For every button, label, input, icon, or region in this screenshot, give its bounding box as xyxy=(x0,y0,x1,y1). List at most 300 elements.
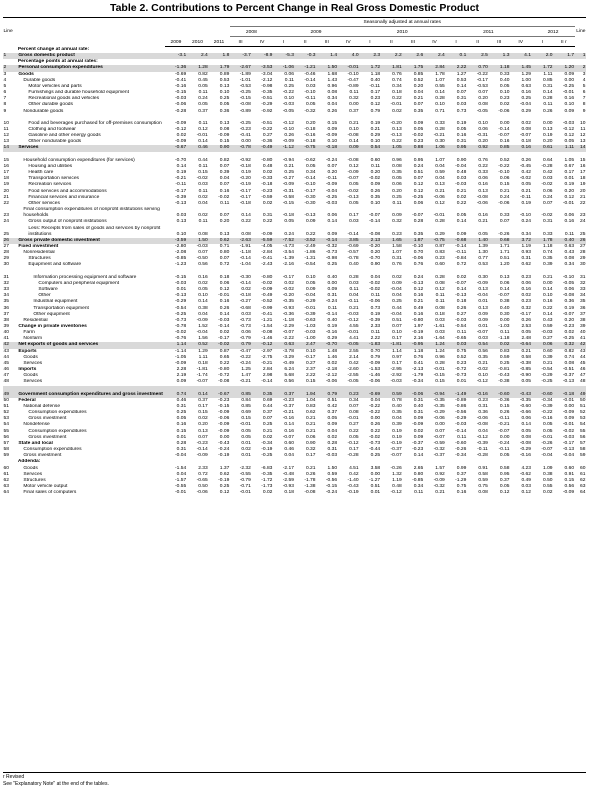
value-cell: -0.03 xyxy=(175,280,187,286)
value-cell: 0.25 xyxy=(219,484,230,490)
value-cell: 0.74 xyxy=(564,354,575,360)
line-number: 36 xyxy=(3,305,9,311)
value-cell: 0.26 xyxy=(542,108,553,114)
value-cell: 0.03 xyxy=(445,342,467,348)
value-cell: 2.4 xyxy=(424,53,446,59)
value-cell: 0.18 xyxy=(521,139,531,145)
value-cell: 0.60 xyxy=(435,262,445,268)
value-cell: 0.25 xyxy=(392,194,402,200)
value-cell: 0.85 xyxy=(230,386,252,398)
line-number: 16 xyxy=(3,163,9,169)
value-cell: -0.24 xyxy=(498,440,510,446)
line-number: 61 xyxy=(3,471,9,477)
value-cell: 0.08 xyxy=(564,256,575,262)
value-cell: 0.28 xyxy=(542,96,553,102)
value-cell: -0.15 xyxy=(218,404,230,409)
value-cell: -0.03 xyxy=(325,453,338,459)
value-cell: 0.28 xyxy=(435,274,445,280)
quarter-header: II xyxy=(381,37,403,47)
row-label-text: Consumption expenditures xyxy=(28,428,87,434)
value-cell: 0.12 xyxy=(413,188,424,194)
value-cell: -1.46 xyxy=(368,373,381,379)
value-cell: -0.07 xyxy=(498,428,510,434)
value-cell: -0.34 xyxy=(412,379,424,385)
value-cell: 0.32 xyxy=(553,342,575,348)
value-cell: 0.70 xyxy=(370,348,381,354)
value-cell: 0.34 xyxy=(564,262,575,268)
value-cell: 0.11 xyxy=(564,231,575,237)
value-cell: 2.98 xyxy=(262,373,273,379)
value-cell: -0.18 xyxy=(304,127,316,133)
value-cell: 1.20 xyxy=(553,65,575,71)
value-cell: -0.09 xyxy=(261,231,273,237)
value-cell: 2.13 xyxy=(359,238,381,244)
value-cell: -0.11 xyxy=(498,416,510,422)
value-cell: -0.01 xyxy=(239,490,251,496)
value-cell: 0.16 xyxy=(456,490,467,496)
value-cell: -0.01 xyxy=(196,133,208,139)
value-cell: 0.13 xyxy=(478,287,488,293)
value-cell: 0.25 xyxy=(262,422,273,428)
value-cell: 0.07 xyxy=(198,250,208,256)
value-cell: 0.20 xyxy=(327,170,338,176)
value-cell: -0.03 xyxy=(562,434,575,440)
row-label-text: Imports xyxy=(18,367,37,373)
value-cell: 0.22 xyxy=(478,163,488,169)
value-cell: -4.73 xyxy=(282,243,294,249)
value-cell: -0.70 xyxy=(368,256,381,262)
value-cell: 0.70 xyxy=(467,65,489,71)
row-label xyxy=(17,226,165,238)
value-cell: 0.23 xyxy=(392,231,402,237)
value-cell: 0.32 xyxy=(305,447,316,453)
value-cell: 0.19 xyxy=(564,305,575,311)
value-cell: -0.37 xyxy=(412,440,424,446)
value-cell: -0.09 xyxy=(218,428,230,434)
value-cell: 1.48 xyxy=(327,348,338,354)
value-cell: 0.46 xyxy=(176,397,187,403)
value-cell: 0.05 xyxy=(542,422,553,428)
line-number: 22 xyxy=(3,200,9,206)
value-cell: 0.16 xyxy=(198,274,208,280)
value-cell: -0.44 xyxy=(368,447,381,453)
value-cell: 0.64 xyxy=(542,157,553,163)
value-cell: 0.16 xyxy=(510,145,532,151)
value-cell: 0.43 xyxy=(564,250,575,256)
line-number-right: 28 xyxy=(580,250,586,256)
value-cell: -0.27 xyxy=(239,299,251,305)
value-cell: 0.13 xyxy=(542,127,553,133)
value-cell: -0.09 xyxy=(325,182,338,188)
value-cell: -0.84 xyxy=(455,256,467,262)
value-cell: 0.79 xyxy=(370,108,381,114)
value-cell: 2.6 xyxy=(402,53,424,59)
value-cell: -0.73 xyxy=(175,317,187,323)
value-cell: -5.3 xyxy=(273,53,295,59)
value-cell: -0.18 xyxy=(282,213,294,219)
value-cell: -0.15 xyxy=(282,200,294,206)
value-cell: 0.06 xyxy=(327,213,338,219)
value-cell: 0.15 xyxy=(176,428,187,434)
value-cell: -0.21 xyxy=(261,360,273,366)
value-cell: 0.14 xyxy=(176,163,187,169)
value-cell: 0.18 xyxy=(435,311,445,317)
value-cell: 0.04 xyxy=(327,102,338,108)
value-cell: 1.18 xyxy=(370,71,381,77)
value-cell: -0.07 xyxy=(498,133,510,139)
value-cell: -0.07 xyxy=(412,213,424,219)
value-cell: -0.71 xyxy=(239,484,251,490)
value-cell: 0.85 xyxy=(413,71,424,77)
row-label-text: Services xyxy=(23,379,43,385)
line-number-right: 4 xyxy=(582,77,586,83)
value-cell: 0.89 xyxy=(219,71,230,77)
value-cell: 0.08 xyxy=(219,127,230,133)
value-cell: -1.01 xyxy=(239,77,251,83)
value-cell: -0.29 xyxy=(455,416,467,422)
row-label-text: Gasoline and other energy goods xyxy=(28,133,101,139)
value-cell: 0.36 xyxy=(564,299,575,305)
value-cell: 0.58 xyxy=(499,465,510,471)
value-cell: -0.06 xyxy=(412,256,424,262)
row-label-text: Exports xyxy=(18,348,37,354)
value-cell: 0.05 xyxy=(198,287,208,293)
value-cell: -0.14 xyxy=(455,428,467,434)
value-cell: 0.15 xyxy=(435,379,445,385)
value-cell: -0.29 xyxy=(261,102,273,108)
value-cell: -0.04 xyxy=(455,163,467,169)
value-cell: 0.05 xyxy=(327,416,338,422)
value-cell: 0.02 xyxy=(327,434,338,440)
value-cell: 0.20 xyxy=(478,96,488,102)
value-cell: 0.39 xyxy=(219,170,230,176)
value-cell: 0.03 xyxy=(305,83,316,89)
value-cell: 0.59 xyxy=(542,323,553,329)
value-cell: -0.01 xyxy=(562,90,575,96)
value-cell: -3.1 xyxy=(165,53,187,59)
year-group-2009: 2009 xyxy=(273,27,359,37)
value-cell: 0.07 xyxy=(219,163,230,169)
value-cell: 1.81 xyxy=(381,65,403,71)
value-cell: -0.14 xyxy=(498,127,510,133)
value-cell: 0.03 xyxy=(456,176,467,182)
line-number: 44 xyxy=(3,354,9,360)
value-cell: -0.78 xyxy=(230,145,252,151)
line-number-right: 36 xyxy=(580,305,586,311)
value-cell: 0.09 xyxy=(327,287,338,293)
value-cell: 0.07 xyxy=(219,213,230,219)
value-cell: 0.31 xyxy=(456,139,467,145)
value-cell: -0.35 xyxy=(433,404,445,409)
line-number-right: 54 xyxy=(580,422,586,428)
row-label-text: Gross investment xyxy=(23,453,62,459)
quarter-header: II xyxy=(467,37,489,47)
value-cell: 0.15 xyxy=(499,182,510,188)
value-cell: 0.96 xyxy=(327,83,338,89)
value-cell: 0.80 xyxy=(413,471,424,477)
value-cell: 0.30 xyxy=(499,311,510,317)
value-cell: -0.54 xyxy=(304,262,316,268)
value-cell: 0.13 xyxy=(435,182,445,188)
value-cell: -0.73 xyxy=(368,440,381,446)
value-cell: -2.29 xyxy=(282,323,294,329)
value-cell: -0.48 xyxy=(282,471,294,477)
line-number: 45 xyxy=(3,360,9,366)
value-cell: 0.91 xyxy=(564,471,575,477)
value-cell: 2.48 xyxy=(521,336,531,342)
value-cell: 0.60 xyxy=(370,157,381,163)
value-cell: 1.78 xyxy=(435,71,445,77)
value-cell: -0.02 xyxy=(368,434,381,440)
value-cell: -0.63 xyxy=(304,317,316,323)
value-cell: -0.23 xyxy=(412,447,424,453)
value-cell: 0.50 xyxy=(542,477,553,483)
table-row xyxy=(3,226,586,238)
line-number-right: 45 xyxy=(580,360,586,366)
value-cell: 1.32 xyxy=(392,471,402,477)
value-cell: 0.17 xyxy=(349,213,359,219)
value-cell: 0.35 xyxy=(413,231,424,237)
value-cell: -0.59 xyxy=(261,194,273,200)
value-cell: -1.18 xyxy=(282,317,294,323)
line-number-right: 38 xyxy=(580,317,586,323)
line-number: 46 xyxy=(3,367,9,373)
value-cell: 1.29 xyxy=(521,71,531,77)
value-cell: -0.46 xyxy=(304,71,316,77)
value-cell: -0.69 xyxy=(347,243,359,249)
value-cell: 0.14 xyxy=(198,139,208,145)
value-cell: -0.16 xyxy=(467,386,489,398)
row-label-text: Gross investment xyxy=(28,434,67,440)
value-cell: -0.10 xyxy=(304,182,316,188)
value-cell: -0.75 xyxy=(294,145,316,151)
value-cell: -0.76 xyxy=(175,336,187,342)
value-cell: 1.04 xyxy=(305,397,316,403)
value-cell: 0.20 xyxy=(219,219,230,225)
table-title: Table 2. Contributions to Percent Change in Real Gross Domestic Product xyxy=(109,2,480,14)
value-cell: 1.19 xyxy=(521,243,531,249)
value-cell: 0.07 xyxy=(542,200,553,206)
line-number: 7 xyxy=(3,96,7,102)
value-cell: -0.79 xyxy=(239,336,251,342)
value-cell: -1.14 xyxy=(175,348,187,354)
value-cell: 1.19 xyxy=(392,477,402,483)
value-cell: -1.06 xyxy=(273,65,295,71)
quarter-header: I xyxy=(359,37,381,47)
value-cell: 4.41 xyxy=(349,336,359,342)
value-cell: 0.11 xyxy=(500,330,510,336)
value-cell: 0.06 xyxy=(542,188,553,194)
value-cell: 0.74 xyxy=(542,250,553,256)
value-cell: -1.83 xyxy=(359,342,381,348)
value-cell: 0.01 xyxy=(456,379,467,385)
value-cell: 0.08 xyxy=(521,434,531,440)
row-label-text: Recreational goods and vehicles xyxy=(28,96,100,102)
section-note-label: Percent change at annual rate: xyxy=(17,47,90,52)
value-cell: 0.02 xyxy=(413,428,424,434)
value-cell: -0.07 xyxy=(347,176,359,182)
value-cell: -0.22 xyxy=(239,354,251,360)
value-cell: -0.35 xyxy=(282,299,294,305)
value-cell: 0.00 xyxy=(564,77,575,83)
value-cell: -0.78 xyxy=(347,256,359,262)
value-cell: 0.42 xyxy=(349,471,359,477)
line-number-right: 40 xyxy=(580,330,586,336)
value-cell: 0.12 xyxy=(219,287,230,293)
value-cell: -0.57 xyxy=(347,250,359,256)
value-cell: -0.19 xyxy=(412,330,424,336)
value-cell: -0.14 xyxy=(316,238,338,244)
line-number: 4 xyxy=(3,77,7,83)
value-cell: 0.09 xyxy=(478,311,488,317)
value-cell: -3.59 xyxy=(165,238,187,244)
value-cell: -0.98 xyxy=(261,83,273,89)
value-cell: 0.02 xyxy=(176,133,187,139)
value-cell: 0.00 xyxy=(499,120,510,126)
value-cell: 0.73 xyxy=(370,305,381,311)
quarter-header: IV xyxy=(251,37,273,47)
line-number-right: 58 xyxy=(580,447,586,453)
value-cell: -0.08 xyxy=(476,422,488,428)
value-cell: 0.06 xyxy=(564,213,575,219)
value-cell: -0.11 xyxy=(520,194,531,200)
value-cell: -0.21 xyxy=(498,422,510,428)
line-number: 37 xyxy=(3,311,9,317)
value-cell: 0.31 xyxy=(327,293,338,299)
value-cell: -0.08 xyxy=(347,157,359,163)
value-cell: 0.21 xyxy=(349,305,359,311)
value-cell: -0.32 xyxy=(304,108,316,114)
value-cell: -0.08 xyxy=(368,231,381,237)
value-cell: 0.28 xyxy=(435,96,445,102)
row-label-text: Motor vehicles and parts xyxy=(28,83,82,89)
value-cell: -0.49 xyxy=(282,360,294,366)
value-cell: 0.05 xyxy=(305,102,316,108)
value-cell: -2.97 xyxy=(261,348,273,354)
value-cell: 0.13 xyxy=(219,83,230,89)
value-cell: -2.55 xyxy=(347,373,359,379)
value-cell: 0.12 xyxy=(564,194,575,200)
row-label-text: Fixed investment xyxy=(18,243,59,249)
value-cell: -1.12 xyxy=(273,145,295,151)
value-cell: 0.12 xyxy=(435,287,445,293)
value-cell: 1.07 xyxy=(435,77,445,83)
value-cell: -0.73 xyxy=(239,323,251,329)
value-cell: -0.09 xyxy=(433,477,445,483)
value-cell: -0.21 xyxy=(175,176,187,182)
value-cell: 0.71 xyxy=(435,108,445,114)
value-cell: 0.21 xyxy=(284,163,294,169)
value-cell: -0.09 xyxy=(196,317,208,323)
value-cell: -0.10 xyxy=(519,213,531,219)
value-cell: 0.76 xyxy=(478,157,488,163)
value-cell: 0.34 xyxy=(349,397,359,403)
value-cell: -0.04 xyxy=(519,102,531,108)
value-cell: -0.09 xyxy=(282,139,294,145)
value-cell: -0.11 xyxy=(175,182,187,188)
value-cell: 0.14 xyxy=(542,287,553,293)
value-cell: -0.24 xyxy=(218,447,230,453)
table-row xyxy=(3,490,586,496)
value-cell: 0.40 xyxy=(413,404,424,409)
value-cell: 0.11 xyxy=(370,330,381,336)
value-cell: -0.90 xyxy=(519,373,531,379)
value-cell: 0.88 xyxy=(402,145,424,151)
line-number: 10 xyxy=(3,120,9,126)
value-cell: -0.07 xyxy=(562,311,575,317)
value-cell: -0.01 xyxy=(347,330,359,336)
value-cell: 0.13 xyxy=(219,120,230,126)
value-cell: 0.18 xyxy=(284,490,294,496)
value-cell: 1.14 xyxy=(392,348,402,354)
value-cell: -0.02 xyxy=(208,342,230,348)
value-cell: 0.11 xyxy=(220,200,230,206)
value-cell: 1.07 xyxy=(435,157,445,163)
value-cell: 0.69 xyxy=(241,410,251,416)
value-cell: 0.09 xyxy=(564,416,575,422)
value-cell: -0.28 xyxy=(541,163,553,169)
value-cell: -2.13 xyxy=(412,367,424,373)
value-cell: 1.7 xyxy=(553,53,575,59)
quarter-header: I xyxy=(273,37,295,47)
value-cell: 0.20 xyxy=(413,83,424,89)
value-cell: 0.07 xyxy=(413,102,424,108)
value-cell: 0.05 xyxy=(349,200,359,206)
value-cell: -1.27 xyxy=(368,477,381,483)
value-cell: 1.8 xyxy=(208,53,230,59)
row-label-text: Recreation services xyxy=(28,182,72,188)
value-cell: -0.39 xyxy=(304,311,316,317)
line-number-right: 26 xyxy=(575,238,586,244)
value-cell: -0.19 xyxy=(239,182,251,188)
value-cell: -0.45 xyxy=(519,163,531,169)
value-cell: -0.16 xyxy=(325,330,338,336)
value-cell: 0.01 xyxy=(176,434,187,440)
line-number-right: 5 xyxy=(582,83,586,89)
value-cell: -0.29 xyxy=(433,410,445,416)
line-number: 63 xyxy=(3,484,9,490)
value-cell: 0.22 xyxy=(305,231,316,237)
value-cell: 0.05 xyxy=(284,219,294,225)
value-cell: -2.63 xyxy=(230,238,252,244)
value-cell: 0.07 xyxy=(262,416,273,422)
value-cell: 0.16 xyxy=(478,182,488,188)
value-cell: 0.03 xyxy=(456,102,467,108)
value-cell: -0.03 xyxy=(541,330,553,336)
value-cell: 0.29 xyxy=(370,133,381,139)
value-cell: -2.18 xyxy=(325,367,338,373)
value-cell: -1.18 xyxy=(498,336,510,342)
value-cell: 0.14 xyxy=(542,311,553,317)
line-number: 18 xyxy=(3,176,9,182)
value-cell: 0.26 xyxy=(305,471,316,477)
value-cell: -0.65 xyxy=(455,336,467,342)
value-cell: -0.92 xyxy=(261,108,273,114)
value-cell: 1.24 xyxy=(435,348,445,354)
value-cell: -0.23 xyxy=(282,397,294,403)
value-cell: -1.38 xyxy=(304,484,316,490)
value-cell: 0.15 xyxy=(499,404,510,409)
value-cell: 0.33 xyxy=(478,170,488,176)
value-cell: 0.11 xyxy=(543,102,553,108)
value-cell: 0.02 xyxy=(262,200,273,206)
value-cell: 1.45 xyxy=(510,65,532,71)
value-cell: 0.23 xyxy=(435,256,445,262)
value-cell: 0.32 xyxy=(521,305,531,311)
value-cell: 0.33 xyxy=(542,231,553,237)
section-note-label: Percentage points at annual rates: xyxy=(17,59,98,65)
value-cell: 2.33 xyxy=(370,323,381,329)
